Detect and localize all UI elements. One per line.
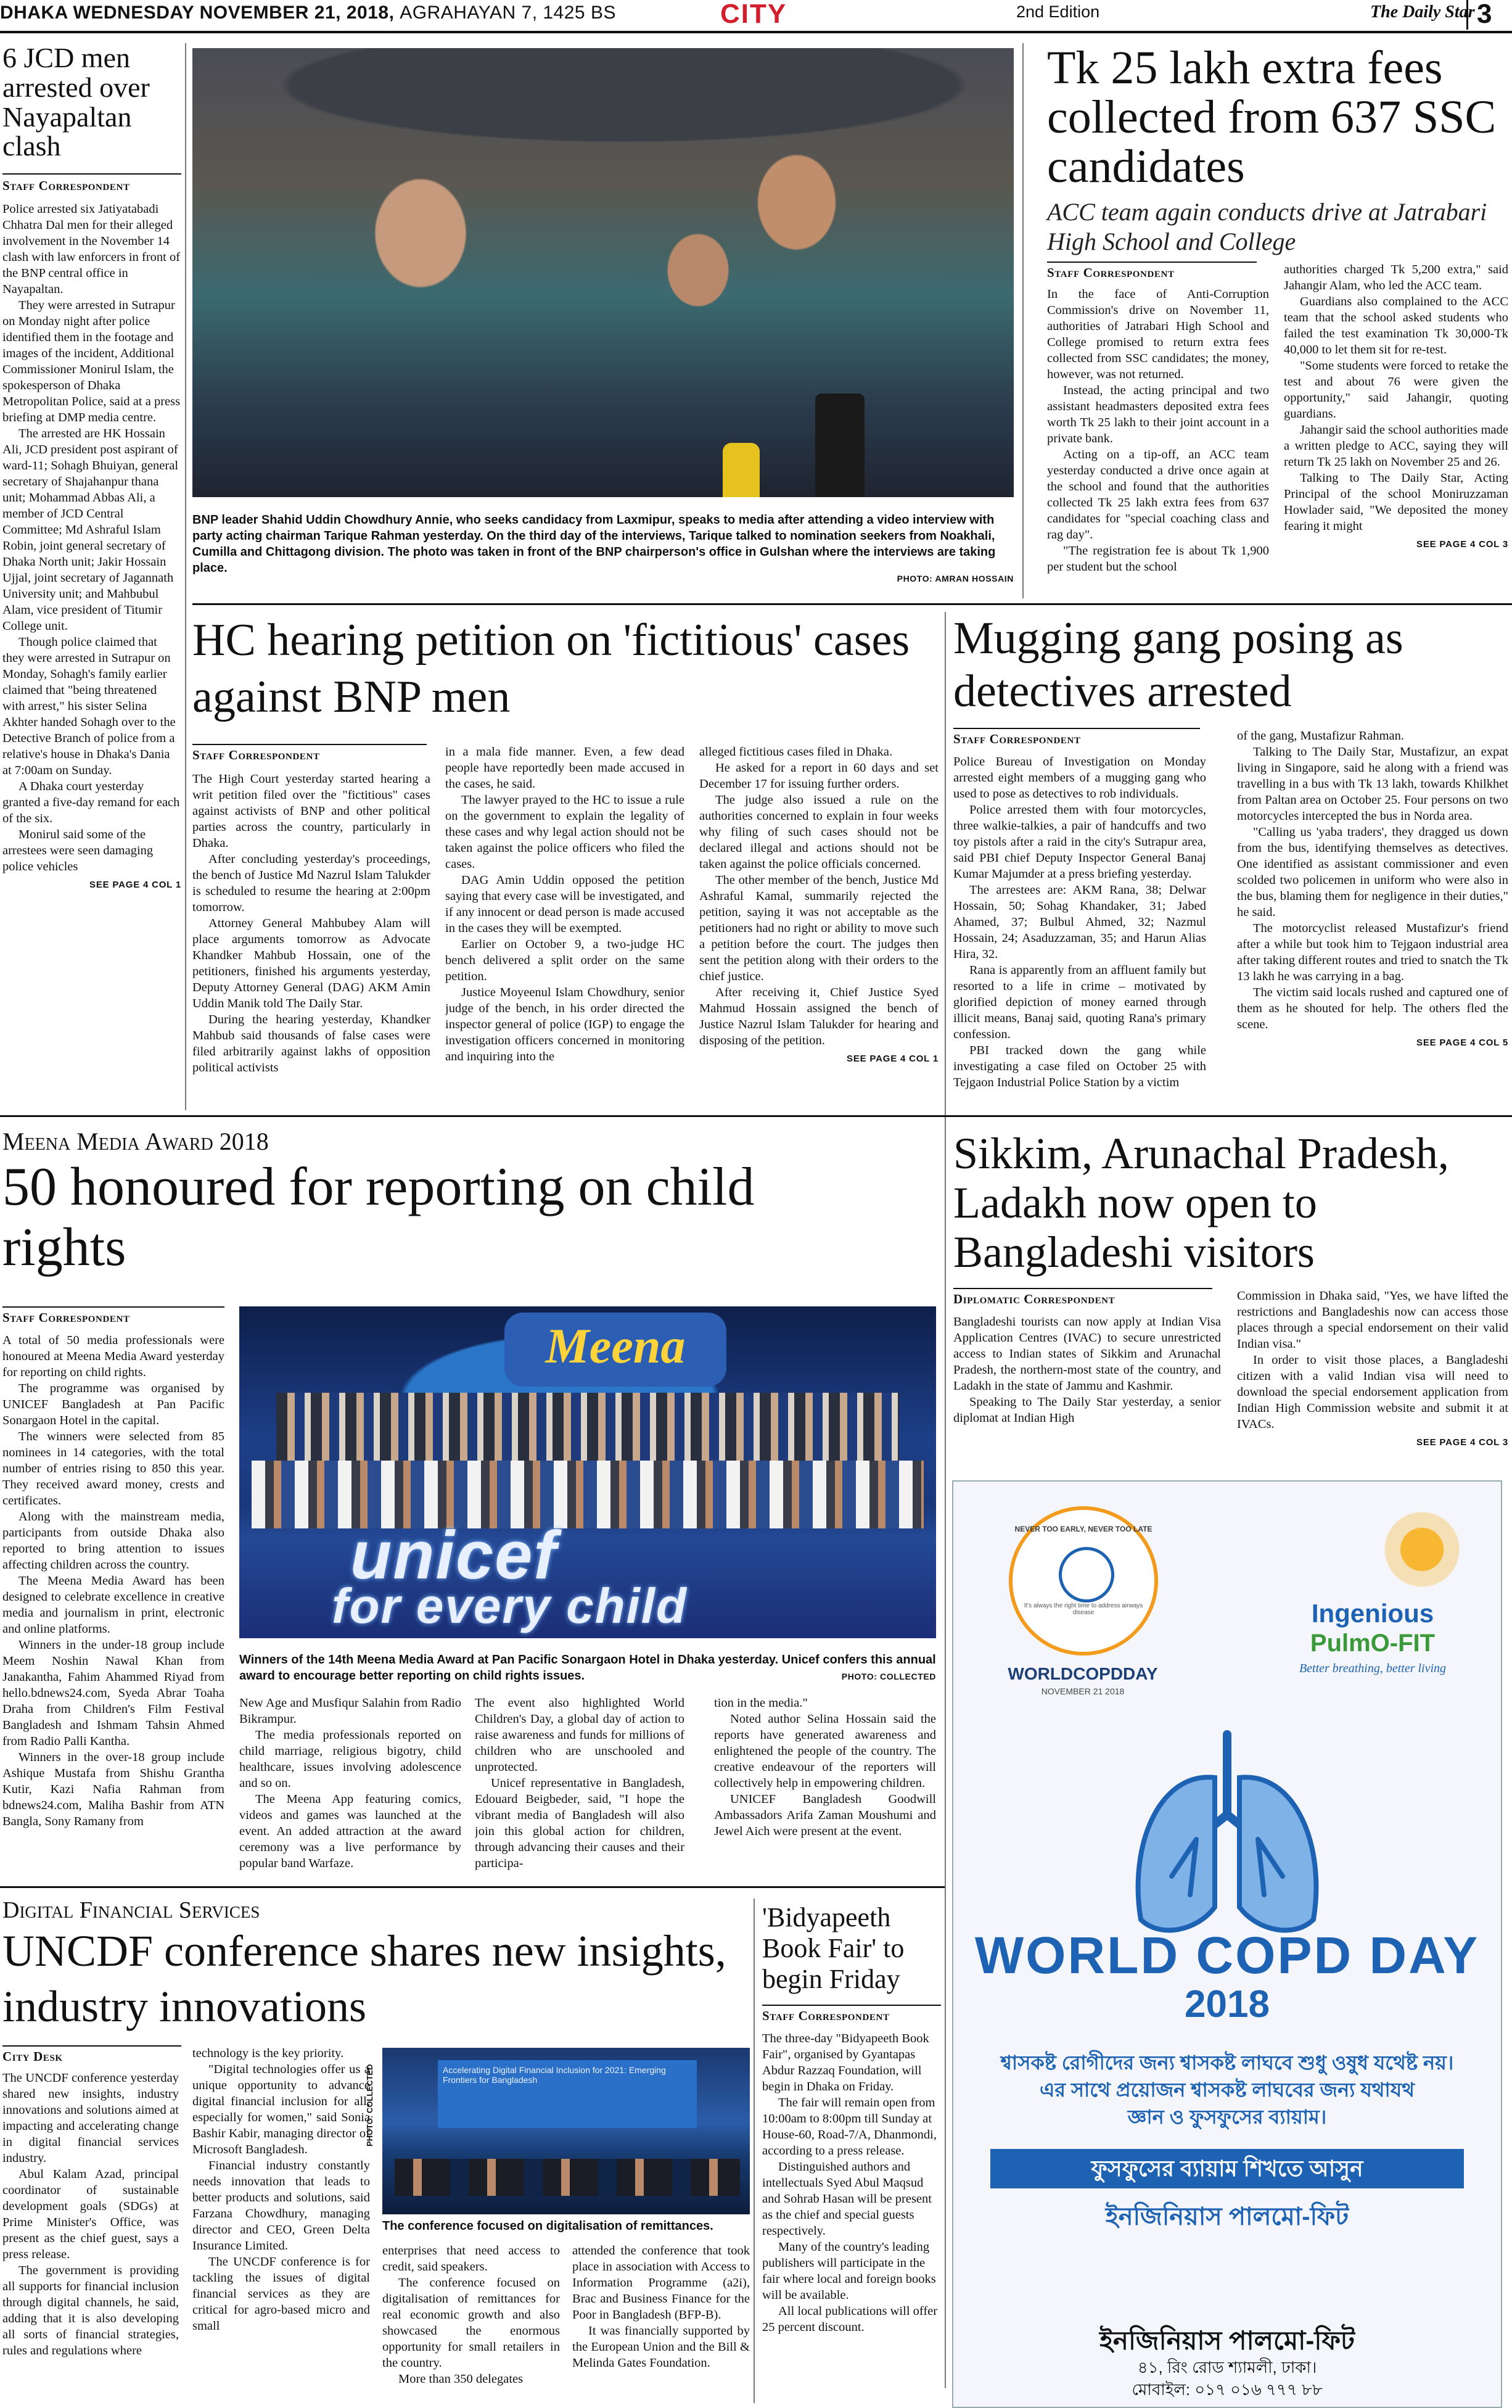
headline-jcd: 6 JCD men arrested over Nayapaltan clash bbox=[2, 42, 150, 162]
badge-name: WORLDCOPDDAY bbox=[1008, 1664, 1158, 1683]
body-mugging-col2 bbox=[1237, 728, 1508, 1109]
photo-uncdf-conference bbox=[382, 2048, 750, 2214]
body-meena-left bbox=[2, 1332, 224, 1955]
paragraph: Rana is apparently from an affluent family but resorted to a life in crime – motivated by glorified depiction of money earned through illicit means, Banaj said, quoting Rana's primary confession. bbox=[953, 963, 1206, 1041]
ad-brand-bengali: ইনজিনিয়াস পালমো-ফিট bbox=[1105, 2203, 1349, 2230]
paragraph: technology is the key priority. bbox=[192, 2047, 344, 2060]
paragraph: The fair will remain open from 10:00am to 8:00pm till Sunday at House-60, Road-7/A, Dhanmondi, according to a press release. bbox=[762, 2096, 937, 2158]
body-jcd bbox=[2, 201, 181, 1102]
unicef-sign: unicef bbox=[350, 1517, 557, 1593]
see-page-ssc: SEE PAGE 4 COL 3 bbox=[1416, 539, 1508, 550]
paragraph: DAG Amin Uddin opposed the petition saying that every case will be investigated, and if any innocent or dead person is made accused in the cases they will be exempted. bbox=[445, 873, 684, 935]
story-uncdf bbox=[2, 1899, 742, 2034]
photo-caption-top: BNP leader Shahid Uddin Chowdhury Annie, who seeks candidacy from Laxmipur, speaks to media after attending a video interview with party acting chairman Tarique Rahman yesterday. On the third day of the interviews, Tarique talked to nomination seekers from Noakhali, Cumilla and Chittagong division. The photo was taken in front of the BNP chairperson's office in Gulshan where the interviews are taking place. bbox=[192, 513, 996, 575]
brand-line-2: PulmO-FIT bbox=[1310, 1630, 1436, 1657]
badge-sub-text: It's always the right time to address airways disease bbox=[1024, 1602, 1143, 1616]
date-text: DHAKA WEDNESDAY NOVEMBER 21, 2018, bbox=[0, 2, 395, 23]
paragraph: More than 350 delegates bbox=[398, 2372, 524, 2386]
paragraph: Commission in Dhaka said, "Yes, we have lifted the restrictions and Bangladeshis now can access those places through a special endorsement on their valid Indian visa." bbox=[1237, 1289, 1508, 1351]
paragraph: In the face of Anti-Corruption Commission's drive on November 11, authorities of Jatrabari High School and College promised to return extra fees collected from SSC candidates; the money, however, was not returned. bbox=[1047, 287, 1269, 381]
paragraph: Along with the mainstream media, participants from outside Dhaka also reported to bring attention to issues affecting children across the country. bbox=[2, 1510, 224, 1572]
sun-icon bbox=[1379, 1506, 1465, 1593]
headline-uncdf: UNCDF conference shares new insights, industry innovations bbox=[2, 1926, 726, 2031]
copd-badge bbox=[1009, 1506, 1158, 1656]
paragraph: Winners in the under-18 group include Meem Noshin Nawal Khan from Janakantha, Fahim Ahammed Riyad from hello.bdnews24.com, Syeda Abrar Toaha Draha from Children's Film Festival Bangladesh and Ishmam Tahsin Ahmed from Radio Palli Kantha. bbox=[2, 1638, 224, 1748]
paragraph: It was financially supported by the European Union and the Bill & Melinda Gates Foundation. bbox=[572, 2324, 750, 2370]
story-jcd bbox=[2, 43, 181, 1102]
ad-year: 2018 bbox=[1185, 1983, 1270, 2026]
paper-logo: The Daily Star bbox=[1370, 2, 1475, 22]
byline-jcd: Staff Correspondent bbox=[2, 173, 181, 194]
banner-shape bbox=[504, 1313, 726, 1387]
paragraph: "Calling us 'yaba traders', they dragged us down from the bus, identifying themselves as detectives. One identified as assistant commissioner and even scolded two policemen in uniform who were also in the bus, blaming them for negligence in their duties," he said. bbox=[1237, 825, 1508, 919]
paragraph: The UNCDF conference is for tackling the issues of digital financial services as they are critical for agro-based micro and small bbox=[192, 2255, 370, 2333]
paragraph: The victim said locals rushed and captured one of them as he shouted for help. The others fled the scene. bbox=[1237, 986, 1508, 1031]
body-uncdf-col1 bbox=[2, 2070, 179, 2403]
body-meena-col2 bbox=[239, 1695, 461, 1874]
date-line bbox=[0, 2, 616, 23]
ad-footer-address: ৪১, রিং রোড শ্যামলী, ঢাকা। bbox=[1137, 2358, 1317, 2377]
paragraph: Many of the country's leading publishers will participate in the fair where local and foreign books will be available. bbox=[762, 2240, 936, 2302]
byline-ssc: Staff Correspondent bbox=[1047, 262, 1257, 281]
bangla-date: AGRAHAYAN 7, 1425 BS bbox=[400, 2, 616, 23]
paragraph: The conference focused on digitalisation of remittances for real economic growth and also showcased the enormous opportunity for small retailers in the country. bbox=[382, 2276, 560, 2370]
photo-caption-meena: Winners of the 14th Meena Media Award at Pan Pacific Sonargaon Hotel in Dhaka yesterday. Unicef confers this annual award to encourage better reporting on child rights issues. bbox=[239, 1653, 936, 1683]
runner-icon bbox=[1059, 1547, 1114, 1602]
paragraph: Talking to The Daily Star, Mustafizur, an expat living in Singapore, said he along with a friend was travelling in a bus with Tk 13 lakh, towards Khilkhet from Paltan area on October 25. Four persons on two motorcycles intercepted the bus in Norda area. bbox=[1237, 745, 1508, 823]
body-bookfair bbox=[762, 2031, 941, 2403]
byline-mugging: Staff Correspondent bbox=[953, 728, 1200, 747]
edition-label: 2nd Edition bbox=[1016, 2, 1100, 21]
paragraph: The programme was organised by UNICEF Bangladesh at Pan Pacific Sonargaon Hotel in the capital. bbox=[2, 1382, 224, 1427]
body-uncdf-col2 bbox=[192, 2045, 370, 2403]
paragraph: Unicef representative in Bangladesh, Edouard Beigbeder, said, "I hope the vibrant media of Bangladesh will also join this global action for children, through advancing their causes and their participa- bbox=[475, 1776, 684, 1870]
paragraph: "The registration fee is about Tk 1,900 per student but the school bbox=[1047, 544, 1269, 574]
ad-footer-phone: মোবাইল: ০১৭ ০১৬ ৭৭৭ ৮৮ bbox=[1132, 2380, 1323, 2399]
paragraph: Acting on a tip-off, an ACC team yesterday conducted a drive once again at the school and found that the authorities collected Tk 25 lakh extra fees from 637 candidates for "special coaching class and rag day". bbox=[1047, 448, 1269, 542]
paragraph: During the hearing yesterday, Khandker Mahbub said thousands of false cases were filed arbitrarily against lakhs of opposition political activists bbox=[192, 1013, 430, 1074]
paragraph: The government is providing all supports for financial inclusion through digital channels, he said, adding that it is also developing all sorts of financial strategies, rules and regulations where bbox=[2, 2264, 179, 2357]
paragraph: authorities charged Tk 5,200 extra," said Jahangir Alam, who led the ACC team. bbox=[1284, 263, 1508, 292]
paragraph: Earlier on October 9, a two-judge HC bench delivered a split order on the same petition. bbox=[445, 938, 684, 983]
byline-sikkim: Diplomatic Correspondent bbox=[953, 1288, 1212, 1307]
bengali-line: এর সাথে প্রয়োজন শ্বাসকষ্ট লাঘবের জন্য যথাযথ bbox=[1040, 2079, 1415, 2101]
lungs-icon bbox=[1122, 1722, 1332, 1944]
paragraph: Noted author Selina Hossain said the reports have generated awareness and enlightened the people of the country. The creative endeavour of the reporters will collectively help in empowering children. bbox=[714, 1712, 936, 1790]
paragraph: The event also highlighted World Children's Day, a global day of action to raise awareness and funds for millions of children who are unschooled and unprotected. bbox=[475, 1696, 684, 1774]
ad-footer-name: ইনজিনিয়াস পালমো-ফিট bbox=[1099, 2326, 1355, 2355]
byline-bookfair: Staff Correspondent bbox=[762, 2005, 941, 2024]
bengali-line: জ্ঞান ও ফুসফুসের ব্যায়াম। bbox=[1127, 2106, 1327, 2128]
column-rule bbox=[754, 1899, 755, 2403]
paragraph: UNICEF Bangladesh Goodwill Ambassadors Arifa Zaman Moushumi and Jewel Aich were present at the event. bbox=[714, 1792, 936, 1838]
story-ssc bbox=[1047, 43, 1508, 257]
ad-world-copd-day[interactable] bbox=[952, 1480, 1502, 2408]
headline-mugging: Mugging gang posing as detectives arrested bbox=[953, 613, 1403, 717]
paragraph: Financial industry constantly needs innovation that leads to better products and solutions, said Farzana Chowdhury, managing director and CEO, Green Delta Insurance Limited. bbox=[192, 2159, 370, 2253]
brand-line-1: Ingenious bbox=[1311, 1599, 1434, 1628]
paragraph: The lawyer prayed to the HC to issue a rule on the government to explain the legality of these cases and why legal action should not be taken against the police officers who filed the cases. bbox=[445, 793, 684, 871]
headline-hc: HC hearing petition on 'fictitious' cases against BNP men bbox=[192, 615, 910, 722]
paragraph: Jahangir said the school authorities made a written pledge to ACC, saying they will return Tk 25 lakh on November 25 and 26. bbox=[1284, 423, 1508, 469]
byline-hc: Staff Correspondent bbox=[192, 744, 427, 763]
section-rule bbox=[0, 1115, 1512, 1117]
ad-title: WORLD COPD DAY bbox=[974, 1926, 1480, 1984]
microphone-shape bbox=[723, 443, 760, 497]
paragraph: After concluding yesterday's proceedings, the bench of Justice Md Nazrul Islam Talukder is scheduled to resume the hearing at 2:00pm tomorrow. bbox=[192, 852, 430, 914]
paragraph: The other member of the bench, Justice Md Ashraful Kamal, summarily rejected the petition, saying it was not acceptable as the petitioners had no right or ability to move such a petition before the court. The judges then sent the petition along with their orders to the chief justice. bbox=[699, 873, 939, 983]
body-hc-col2 bbox=[445, 744, 684, 1109]
paragraph: The three-day "Bidyapeeth Book Fair", organised by Gyantapas Abdur Razzaq Foundation, will begin in Dhaka on Friday. bbox=[762, 2032, 929, 2093]
ad-cta-bar[interactable]: ফুসফুসের ব্যায়াম শিখতে আসুন bbox=[990, 2149, 1464, 2188]
bengali-line: শ্বাসকষ্ট রোগীদের জন্য শ্বাসকষ্ট লাঘবে শুধু ওষুধ যথেষ্ট নয়। bbox=[1000, 2051, 1454, 2074]
kicker-meena: Meena Media Award 2018 bbox=[2, 1128, 269, 1155]
paragraph: A total of 50 media professionals were honoured at Meena Media Award yesterday for reporting on child rights. bbox=[2, 1334, 224, 1379]
headline-meena: 50 honoured for reporting on child rights bbox=[2, 1157, 755, 1277]
paragraph: The media professionals reported on child marriage, religious bigotry, child healthcare, issues involving adolescence and so on. bbox=[239, 1728, 461, 1790]
see-page-jcd: SEE PAGE 4 COL 1 bbox=[89, 880, 181, 891]
deck-ssc: ACC team again conducts drive at Jatrabari High School and College bbox=[1047, 198, 1487, 255]
headline-sikkim: Sikkim, Arunachal Pradesh, Ladakh now open to Bangladeshi visitors bbox=[953, 1129, 1449, 1277]
paragraph: alleged fictitious cases filed in Dhaka. bbox=[699, 745, 893, 759]
paragraph: tion in the media." bbox=[714, 1696, 808, 1710]
paragraph: The motorcyclist released Mustafizur's friend after a while but took him to Tejgaon industrial area after taking different routes and tried to snatch the Tk 13 lakh he was carrying in a bag. bbox=[1237, 922, 1508, 983]
brand-tagline: Better breathing, better living bbox=[1299, 1662, 1447, 1675]
body-mugging-col1 bbox=[953, 754, 1206, 1109]
body-ssc-col1 bbox=[1047, 286, 1269, 595]
panel-row bbox=[395, 2159, 740, 2196]
paragraph: Monirul said some of the arrestees were seen damaging police vehicles bbox=[2, 828, 154, 874]
stage-screen: Accelerating Digital Financial Inclusion for 2021: Emerging Frontiers for Bangladesh bbox=[438, 2060, 697, 2128]
paragraph: Bangladeshi tourists can now apply at Indian Visa Application Centres (IVAC) to secure unrestricted access to Indian states of Sikkim and Arunachal Pradesh, the northern-most state of the country, and Ladakh in the state of Jammu and Kashmir. bbox=[953, 1315, 1221, 1393]
paragraph: Guardians also complained to the ACC team that the school asked students who failed the test examination Tk 30,000-Tk 40,000 to let them sit for re-test. bbox=[1284, 295, 1508, 357]
paragraph: All local publications will offer 25 percent discount. bbox=[762, 2304, 938, 2334]
paragraph: New Age and Musfiqur Salahin from Radio Bikrampur. bbox=[239, 1696, 461, 1726]
microphone-shape bbox=[815, 394, 865, 497]
paragraph: attended the conference that took place in association with Access to Information Programme (a2i), Brac and Business Finance for the Poor in Bangladesh (BFP-B). bbox=[572, 2244, 750, 2322]
paragraph: Police Bureau of Investigation on Monday arrested eight members of a mugging gang who used to pose as detectives to rob individuals. bbox=[953, 755, 1206, 801]
body-uncdf-col3 bbox=[382, 2243, 560, 2403]
paragraph: "Digital technologies offer us a unique opportunity to advance digital financial inclusion for all, especially for women," said Sonia Bashir Kabir, managing director of Microsoft Bangladesh. bbox=[192, 2063, 370, 2156]
section-name: CITY bbox=[720, 0, 787, 29]
paragraph: The Meena Media Award has been designed to celebrate excellence in creative media and journalism in print, electronic and online platforms. bbox=[2, 1574, 224, 1636]
story-sikkim bbox=[953, 1129, 1508, 1277]
see-page-hc: SEE PAGE 4 COL 1 bbox=[847, 1054, 939, 1064]
headline-ssc: Tk 25 lakh extra fees collected from 637 SSC candidates bbox=[1047, 42, 1497, 192]
paragraph: The High Court yesterday started hearing a writ petition filed over the "fictitious" cases against activists of BNP and other political parties across the country, particularly in Dhaka. bbox=[192, 772, 430, 850]
see-page-mugging: SEE PAGE 4 COL 5 bbox=[1416, 1037, 1508, 1048]
column-rule bbox=[185, 43, 186, 1110]
body-sikkim-col1 bbox=[953, 1314, 1221, 1462]
body-hc-col3 bbox=[699, 744, 939, 1109]
body-ssc-col2 bbox=[1284, 262, 1508, 595]
column-rule bbox=[945, 612, 946, 2388]
body-meena-col3 bbox=[475, 1695, 684, 1874]
masthead bbox=[0, 0, 1512, 33]
paragraph: Attorney General Mahbubey Alam will place arguments tomorrow as Advocate Khandker Mahbub Hossain, one of the petitioners, finished his arguments yesterday, Deputy Attorney General (DAG) AKM Amin Uddin Manik told The Daily Star. bbox=[192, 917, 430, 1010]
headline-bookfair: 'Bidyapeeth Book Fair' to begin Friday bbox=[762, 1902, 905, 1994]
column-rule bbox=[1022, 43, 1024, 598]
paragraph: Though police claimed that they were arrested in Sutrapur on Monday, Sohagh's family earlier claimed that "being threatened with arrest," his sister Selina Akhter handed Sohagh over to the Detective Branch of police from a relative's house in Dhaka's Dania at 7:00am on Sunday. bbox=[2, 635, 176, 778]
photo-caption-uncdf: The conference focused on digitalisation of remittances. bbox=[382, 2219, 713, 2233]
paragraph: The Meena App featuring comics, videos and games was launched at the event. An added attraction at the award ceremony was a live performance by popular band Warfaze. bbox=[239, 1792, 461, 1870]
paragraph: Abul Kalam Azad, principal coordinator of sustainable development goals (SDGs) at Prime Minister's Office, was present as the chief guest, says a press release. bbox=[2, 2167, 179, 2261]
section-rule bbox=[192, 603, 1512, 605]
paragraph: of the gang, Mustafizur Rahman. bbox=[1237, 729, 1404, 743]
paragraph: Instead, the acting principal and two assistant headmasters deposited extra fees worth Tk 25 lakh to their joint account in a private bank. bbox=[1047, 384, 1269, 445]
paragraph: enterprises that need access to credit, said speakers. bbox=[382, 2244, 560, 2274]
body-sikkim-col2 bbox=[1237, 1288, 1508, 1462]
paragraph: The winners were selected from 85 nominees in 14 categories, with the total number of entries rising to 850 this year. They received award money, crests and certificates. bbox=[2, 1430, 224, 1507]
paragraph: A Dhaka court yesterday granted a five-day remand for each of the six. bbox=[2, 780, 180, 826]
paragraph: Justice Moyeenul Islam Chowdhury, senior judge of the bench, in his order directed the inspector general of police (IGP) to engage the investigation officers concerned in monitoring and inquiring into the bbox=[445, 986, 684, 1063]
ad-bengali-text bbox=[966, 2049, 1489, 2130]
kicker-uncdf: Digital Financial Services bbox=[2, 1897, 260, 1923]
paragraph: Speaking to The Daily Star yesterday, a senior diplomat at Indian High bbox=[953, 1395, 1221, 1425]
paragraph: In order to visit those places, a Bangladeshi citizen with a valid Indian visa will need to download the special endorsement application from Indian High Commission website and submit it at IVACs. bbox=[1237, 1353, 1508, 1431]
paragraph: He asked for a report in 60 days and set December 17 for issuing further orders. bbox=[699, 761, 939, 791]
story-bookfair bbox=[762, 1902, 941, 1995]
see-page-sikkim: SEE PAGE 4 COL 3 bbox=[1416, 1437, 1508, 1448]
photo-credit-uncdf: PHOTO: COLLECTED bbox=[365, 2064, 374, 2146]
photo-bnp-leader bbox=[192, 48, 1014, 497]
body-hc-col1 bbox=[192, 771, 430, 1109]
body-uncdf-col4 bbox=[572, 2243, 750, 2403]
paragraph: PBI tracked down the gang while investigating a case filed on October 25 with Tejgaon Industrial Police Station by a victim bbox=[953, 1044, 1206, 1089]
photo-meena-winners bbox=[239, 1306, 936, 1638]
paragraph: The arrested are HK Hossain Ali, JCD president post aspirant of ward-11; Sohagh Bhuiyan, general secretary of Shajahanpur thana unit; Mohammad Abbas Ali, a member of JCD Central Committee; Md Ashraful Islam Robin, joint general secretary of Dhaka North unit; Jakir Hossain Ujjal, joint secretary of Jagannath University unit; and Mahbubul Alam, vice president of Titumir College unit. bbox=[2, 427, 179, 633]
page-number: 3 bbox=[1466, 0, 1492, 30]
for-every-child-sign: for every child bbox=[332, 1578, 688, 1633]
banner-title: Meena bbox=[545, 1319, 686, 1374]
byline-meena: Staff Correspondent bbox=[2, 1306, 224, 1326]
paragraph: Police arrested them with four motorcycles, three walkie-talkies, a pair of handcuffs and two toy pistols after a raid in the city's Sutrapur area, said PBI chief Deputy Inspector General Banaj Kumar Majumder at a press briefing yesterday. bbox=[953, 803, 1206, 881]
paragraph: in a mala fide manner. Even, a few dead people have reportedly been made accused in the cases, he said. bbox=[445, 745, 684, 791]
paragraph: Talking to The Daily Star, Acting Principal of the school Moniruzzaman Howlader said, "We deposited the money fearing it might bbox=[1284, 471, 1508, 533]
byline-uncdf: City Desk bbox=[2, 2045, 181, 2064]
paragraph: Winners in the over-18 group include Ashique Mustafa from Shishu Grantha Kutir, Kazi Nafia Rahman from bdnews24.com, Maliha Bashir from ATN Bangla, Sony Ramany from bbox=[2, 1750, 224, 1828]
section-rule bbox=[0, 1886, 945, 1888]
badge-date: NOVEMBER 21 2018 bbox=[1041, 1686, 1125, 1696]
photo-credit-meena: PHOTO: COLLECTED bbox=[841, 1672, 936, 1681]
paragraph: The judge also issued a rule on the authorities concerned to explain in four weeks why filing of such cases should not be declared illegal and actions should not be taken against the police officials concerned. bbox=[699, 793, 939, 871]
paragraph: After receiving it, Chief Justice Syed Mahmud Hossain assigned the bench of Justice Nazrul Islam Talukder for hearing and disposing of the petition. bbox=[699, 986, 939, 1047]
badge-top-text: NEVER TOO EARLY, NEVER TOO LATE bbox=[1014, 1525, 1152, 1533]
paragraph: "Some students were forced to retake the test and about 76 were given the opportunity," said Jahangir, quoting guardians. bbox=[1284, 359, 1508, 421]
photo-credit-top: PHOTO: AMRAN HOSSAIN bbox=[897, 574, 1014, 583]
story-mugging bbox=[953, 612, 1508, 718]
paragraph: Distinguished authors and intellectuals Syed Abul Maqsud and Sohrab Hasan will be present as the chief and special guests respectively. bbox=[762, 2160, 932, 2238]
paragraph: The UNCDF conference yesterday shared new insights, industry innovations and solutions aimed at impacting and accelerating change in digital financial services industry. bbox=[2, 2071, 179, 2165]
paragraph: They were arrested in Sutrapur on Monday night after police identified them in the footage and images of the incident, Additional Commissioner Monirul Islam, the spokesperson of Dhaka Metropolitan Police, said at a press briefing at DMP media centre. bbox=[2, 299, 181, 425]
story-hc bbox=[192, 612, 932, 725]
body-meena-col4 bbox=[714, 1695, 936, 1874]
story-meena bbox=[2, 1129, 927, 1278]
paragraph: The arrestees are: AKM Rana, 38; Delwar Hossain, 50; Sohag Khandaker, 31; Jabed Ahamed, 37; Bulbul Ahmed, 32; Nazmul Hossain, 24; Asaduzzaman, 35; and Harun Alias Hira, 32. bbox=[953, 883, 1206, 961]
paragraph: Police arrested six Jatiyatabadi Chhatra Dal men for their alleged involvement in the November 14 clash with law enforcers in front of the BNP central office in Nayapaltan. bbox=[2, 202, 181, 297]
